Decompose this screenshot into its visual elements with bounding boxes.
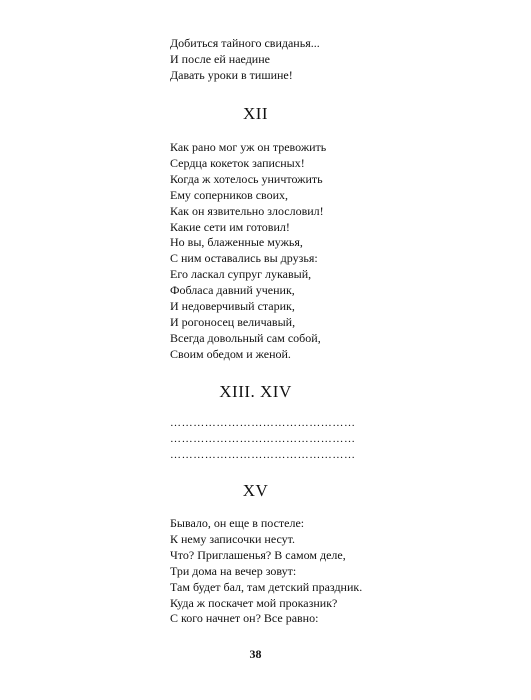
- stanza-heading-xv: XV: [242, 481, 269, 500]
- verse-line: С ним оставались вы друзья:: [170, 251, 318, 266]
- verse-line: И рогоносец величавый,: [170, 314, 296, 329]
- verse-line: Когда ж хотелось уничтожить: [170, 171, 323, 186]
- verse-line: Три дома на вечер зовут:: [170, 563, 297, 578]
- dotted-line: …………………………………………: [170, 417, 356, 429]
- verse-line: Как он язвительно злословил!: [170, 203, 324, 218]
- stanza-heading-xiii-xiv: XIII. XIV: [219, 382, 292, 401]
- verse-line: Его ласкал супруг лукавый,: [170, 267, 312, 282]
- stanza-xii: [170, 140, 326, 363]
- dotted-line: …………………………………………: [170, 448, 356, 461]
- verse-line: Всегда довольный сам собой,: [170, 330, 321, 345]
- verse-line: Фобласа давний ученик,: [170, 283, 295, 298]
- verse-line: Какие сети им готовил!: [170, 219, 290, 234]
- page-number: 38: [249, 647, 262, 661]
- verse-line: Своим обедом и женой.: [170, 346, 291, 361]
- verse-line: Куда ж поскачет мой проказник?: [170, 595, 338, 610]
- verse-line: Как рано мог уж он тревожить: [170, 140, 327, 154]
- verse-line: Добиться тайного свиданья...: [170, 36, 320, 50]
- stanza-heading-xii: XII: [242, 104, 269, 123]
- verse-line: Сердца кокеток записных!: [170, 155, 305, 170]
- omitted-stanza-dots: [170, 416, 356, 463]
- stanza-continuation: [170, 36, 320, 84]
- verse-line: К нему записочки несут.: [170, 531, 295, 546]
- verse-line: С кого начнет он? Все равно:: [170, 611, 319, 626]
- verse-line: Давать уроки в тишине!: [170, 67, 293, 82]
- stanza-xv: [170, 516, 362, 627]
- verse-line: Там будет бал, там детский праздник.: [170, 579, 363, 594]
- verse-line: И после ей наедине: [170, 51, 270, 66]
- verse-line: Бывало, он еще в постеле:: [170, 516, 305, 530]
- verse-line: Ему соперников своих,: [170, 187, 289, 202]
- verse-line: И недоверчивый старик,: [170, 299, 295, 314]
- verse-line: Что? Приглашенья? В самом деле,: [170, 547, 346, 562]
- dotted-line: …………………………………………: [170, 432, 356, 445]
- verse-line: Но вы, блаженные мужья,: [170, 235, 303, 250]
